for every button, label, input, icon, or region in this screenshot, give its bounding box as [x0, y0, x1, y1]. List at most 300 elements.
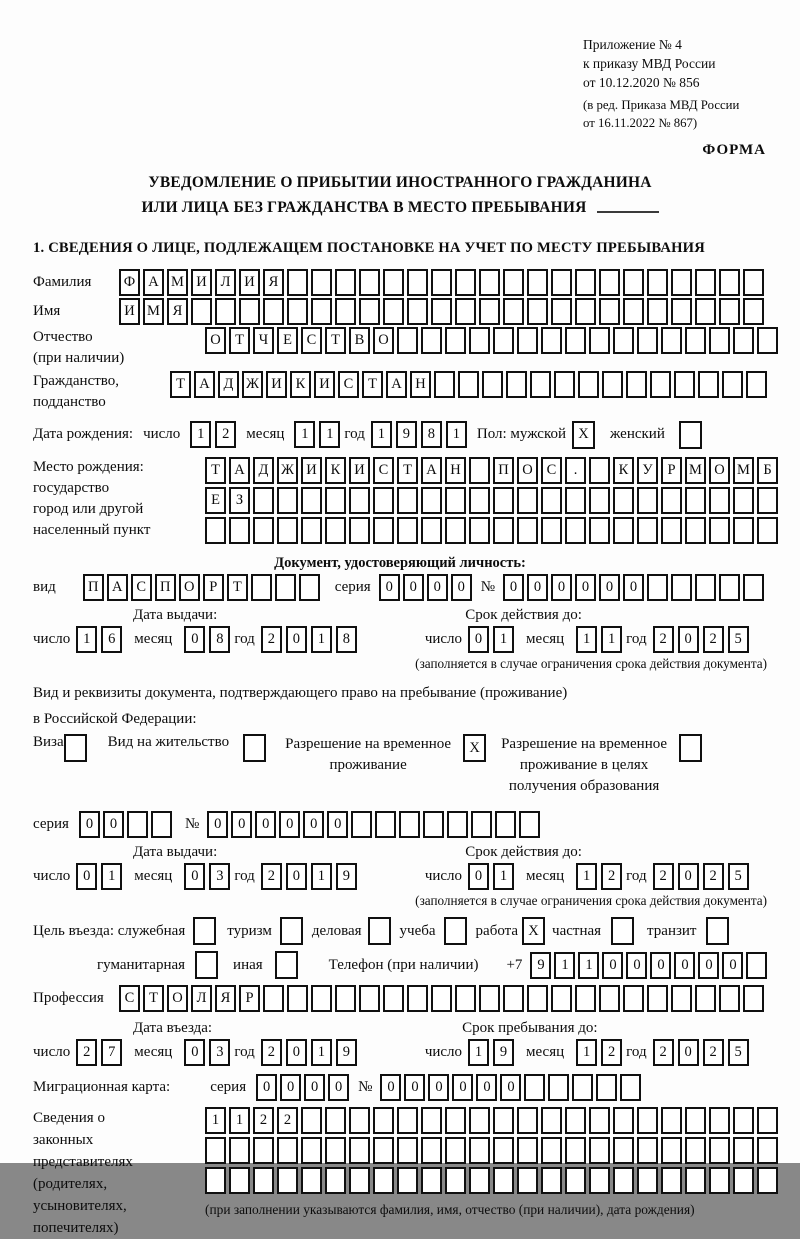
char-cell[interactable]	[602, 371, 623, 398]
char-cell[interactable]	[719, 298, 740, 325]
char-cell[interactable]	[277, 517, 298, 544]
char-cell[interactable]	[469, 1137, 490, 1164]
char-cell[interactable]	[565, 1167, 586, 1194]
char-cell[interactable]	[589, 457, 610, 484]
purpose-tourism-checkbox[interactable]	[280, 917, 306, 945]
edu-permit-checkbox[interactable]	[679, 734, 705, 762]
char-cell[interactable]	[719, 574, 740, 601]
char-cell[interactable]: 0	[599, 574, 620, 601]
char-cell[interactable]	[565, 1137, 586, 1164]
purpose-other-checkbox[interactable]	[275, 951, 301, 979]
char-cell[interactable]	[679, 421, 702, 449]
char-cell[interactable]	[599, 298, 620, 325]
char-cell[interactable]: 7	[101, 1039, 122, 1066]
char-cell[interactable]	[469, 327, 490, 354]
char-cell[interactable]	[444, 917, 467, 945]
char-cell[interactable]	[349, 1167, 370, 1194]
char-cell[interactable]	[757, 517, 778, 544]
char-cell[interactable]: X	[522, 917, 545, 945]
char-cell[interactable]: 1	[576, 1039, 597, 1066]
char-cell[interactable]	[383, 298, 404, 325]
visa-checkbox[interactable]	[64, 734, 90, 762]
char-cell[interactable]: 0	[184, 626, 205, 653]
char-cell[interactable]	[253, 1167, 274, 1194]
char-cell[interactable]	[325, 487, 346, 514]
char-cell[interactable]	[445, 517, 466, 544]
char-cell[interactable]	[743, 574, 764, 601]
residence-valid-month-cells[interactable]	[576, 863, 626, 890]
char-cell[interactable]	[277, 1137, 298, 1164]
char-cell[interactable]	[695, 985, 716, 1012]
char-cell[interactable]: 2	[703, 1039, 724, 1066]
char-cell[interactable]: Т	[143, 985, 164, 1012]
char-cell[interactable]: .	[565, 457, 586, 484]
char-cell[interactable]: 1	[319, 421, 340, 448]
issue-month-cells[interactable]	[184, 626, 234, 653]
char-cell[interactable]: 9	[530, 952, 551, 979]
char-cell[interactable]: 0	[328, 1074, 349, 1101]
char-cell[interactable]	[311, 298, 332, 325]
char-cell[interactable]	[193, 917, 216, 945]
char-cell[interactable]	[397, 517, 418, 544]
char-cell[interactable]: 1	[205, 1107, 226, 1134]
char-cell[interactable]: 0	[626, 952, 647, 979]
char-cell[interactable]	[359, 269, 380, 296]
char-cell[interactable]: Л	[191, 985, 212, 1012]
char-cell[interactable]	[685, 517, 706, 544]
char-cell[interactable]: К	[613, 457, 634, 484]
char-cell[interactable]	[373, 517, 394, 544]
char-cell[interactable]: Т	[205, 457, 226, 484]
char-cell[interactable]: 1	[493, 863, 514, 890]
issue-year-cells[interactable]	[261, 626, 361, 653]
char-cell[interactable]	[599, 269, 620, 296]
char-cell[interactable]	[650, 371, 671, 398]
char-cell[interactable]: А	[194, 371, 215, 398]
char-cell[interactable]: 9	[493, 1039, 514, 1066]
char-cell[interactable]	[277, 1167, 298, 1194]
birth-day-cells[interactable]	[190, 421, 240, 448]
char-cell[interactable]	[565, 327, 586, 354]
char-cell[interactable]: П	[155, 574, 176, 601]
char-cell[interactable]	[503, 985, 524, 1012]
char-cell[interactable]: 1	[190, 421, 211, 448]
char-cell[interactable]: 0	[650, 952, 671, 979]
char-cell[interactable]	[493, 487, 514, 514]
char-cell[interactable]: 0	[79, 811, 100, 838]
char-cell[interactable]: Д	[218, 371, 239, 398]
char-cell[interactable]: О	[167, 985, 188, 1012]
char-cell[interactable]	[205, 517, 226, 544]
residence-series-cells[interactable]	[79, 811, 175, 838]
char-cell[interactable]: 0	[286, 1039, 307, 1066]
residence-issue-day-cells[interactable]	[76, 863, 126, 890]
char-cell[interactable]	[623, 985, 644, 1012]
char-cell[interactable]	[746, 371, 767, 398]
purpose-official-checkbox[interactable]	[193, 917, 219, 945]
char-cell[interactable]: 1	[493, 626, 514, 653]
char-cell[interactable]	[527, 298, 548, 325]
char-cell[interactable]: Д	[253, 457, 274, 484]
char-cell[interactable]: К	[325, 457, 346, 484]
char-cell[interactable]: 0	[279, 811, 300, 838]
char-cell[interactable]	[613, 1107, 634, 1134]
char-cell[interactable]: И	[119, 298, 140, 325]
char-cell[interactable]	[637, 1107, 658, 1134]
char-cell[interactable]: 0	[103, 811, 124, 838]
char-cell[interactable]	[397, 327, 418, 354]
stay-month-cells[interactable]	[576, 1039, 626, 1066]
migration-number-cells[interactable]	[380, 1074, 644, 1101]
char-cell[interactable]	[479, 298, 500, 325]
char-cell[interactable]: 1	[468, 1039, 489, 1066]
char-cell[interactable]	[431, 985, 452, 1012]
char-cell[interactable]: И	[349, 457, 370, 484]
surname-cells[interactable]	[119, 269, 767, 296]
char-cell[interactable]	[706, 917, 729, 945]
char-cell[interactable]	[325, 517, 346, 544]
char-cell[interactable]	[733, 1137, 754, 1164]
char-cell[interactable]	[626, 371, 647, 398]
char-cell[interactable]: О	[205, 327, 226, 354]
char-cell[interactable]	[578, 371, 599, 398]
char-cell[interactable]	[527, 985, 548, 1012]
char-cell[interactable]	[469, 517, 490, 544]
char-cell[interactable]	[335, 985, 356, 1012]
char-cell[interactable]	[548, 1074, 569, 1101]
char-cell[interactable]	[661, 1137, 682, 1164]
char-cell[interactable]: 8	[336, 626, 357, 653]
char-cell[interactable]	[613, 1137, 634, 1164]
char-cell[interactable]	[589, 487, 610, 514]
char-cell[interactable]: 0	[503, 574, 524, 601]
char-cell[interactable]	[685, 487, 706, 514]
char-cell[interactable]: Т	[397, 457, 418, 484]
char-cell[interactable]: 2	[76, 1039, 97, 1066]
char-cell[interactable]	[589, 327, 610, 354]
char-cell[interactable]	[647, 298, 668, 325]
char-cell[interactable]	[229, 517, 250, 544]
char-cell[interactable]: Ч	[253, 327, 274, 354]
char-cell[interactable]	[397, 1167, 418, 1194]
purpose-private-checkbox[interactable]	[611, 917, 637, 945]
char-cell[interactable]	[743, 298, 764, 325]
char-cell[interactable]: Ф	[119, 269, 140, 296]
char-cell[interactable]	[709, 487, 730, 514]
char-cell[interactable]: Ж	[242, 371, 263, 398]
char-cell[interactable]	[733, 517, 754, 544]
char-cell[interactable]	[530, 371, 551, 398]
char-cell[interactable]: 1	[576, 863, 597, 890]
entry-year-cells[interactable]	[261, 1039, 361, 1066]
char-cell[interactable]: 2	[261, 1039, 282, 1066]
char-cell[interactable]	[215, 298, 236, 325]
char-cell[interactable]	[375, 811, 396, 838]
char-cell[interactable]: 0	[427, 574, 448, 601]
char-cell[interactable]	[455, 298, 476, 325]
profession-cells[interactable]	[119, 985, 767, 1012]
char-cell[interactable]	[479, 269, 500, 296]
char-cell[interactable]	[205, 1137, 226, 1164]
migration-series-cells[interactable]	[256, 1074, 352, 1101]
char-cell[interactable]	[243, 734, 266, 762]
char-cell[interactable]: 1	[76, 626, 97, 653]
char-cell[interactable]	[455, 269, 476, 296]
char-cell[interactable]	[311, 269, 332, 296]
char-cell[interactable]: 0	[303, 811, 324, 838]
char-cell[interactable]	[434, 371, 455, 398]
char-cell[interactable]: 1	[446, 421, 467, 448]
char-cell[interactable]	[719, 985, 740, 1012]
char-cell[interactable]	[575, 298, 596, 325]
char-cell[interactable]	[335, 269, 356, 296]
char-cell[interactable]	[407, 298, 428, 325]
char-cell[interactable]	[709, 327, 730, 354]
char-cell[interactable]	[493, 1137, 514, 1164]
purpose-humanitarian-checkbox[interactable]	[195, 951, 221, 979]
char-cell[interactable]	[517, 1107, 538, 1134]
char-cell[interactable]	[431, 269, 452, 296]
char-cell[interactable]	[397, 1107, 418, 1134]
char-cell[interactable]: О	[373, 327, 394, 354]
char-cell[interactable]: 0	[678, 626, 699, 653]
char-cell[interactable]	[506, 371, 527, 398]
char-cell[interactable]	[407, 985, 428, 1012]
char-cell[interactable]: К	[290, 371, 311, 398]
char-cell[interactable]	[349, 487, 370, 514]
char-cell[interactable]	[445, 1107, 466, 1134]
char-cell[interactable]	[253, 1137, 274, 1164]
char-cell[interactable]	[671, 269, 692, 296]
char-cell[interactable]	[373, 487, 394, 514]
char-cell[interactable]	[551, 269, 572, 296]
char-cell[interactable]: 1	[371, 421, 392, 448]
char-cell[interactable]: 1	[311, 1039, 332, 1066]
char-cell[interactable]	[239, 298, 260, 325]
char-cell[interactable]	[275, 574, 296, 601]
char-cell[interactable]: 2	[253, 1107, 274, 1134]
char-cell[interactable]: 0	[451, 574, 472, 601]
char-cell[interactable]: 6	[101, 626, 122, 653]
char-cell[interactable]: А	[421, 457, 442, 484]
char-cell[interactable]	[373, 1137, 394, 1164]
residence-issue-month-cells[interactable]	[184, 863, 234, 890]
char-cell[interactable]: 2	[261, 863, 282, 890]
char-cell[interactable]	[277, 487, 298, 514]
char-cell[interactable]	[685, 1167, 706, 1194]
char-cell[interactable]	[431, 298, 452, 325]
char-cell[interactable]	[709, 517, 730, 544]
purpose-transit-checkbox[interactable]	[706, 917, 732, 945]
char-cell[interactable]: М	[733, 457, 754, 484]
stay-year-cells[interactable]	[653, 1039, 753, 1066]
char-cell[interactable]: 0	[255, 811, 276, 838]
birth-year-cells[interactable]	[371, 421, 471, 448]
char-cell[interactable]	[471, 811, 492, 838]
char-cell[interactable]	[613, 487, 634, 514]
char-cell[interactable]	[397, 1137, 418, 1164]
char-cell[interactable]: 9	[396, 421, 417, 448]
char-cell[interactable]	[421, 1167, 442, 1194]
char-cell[interactable]: Б	[757, 457, 778, 484]
char-cell[interactable]: П	[493, 457, 514, 484]
char-cell[interactable]: Е	[277, 327, 298, 354]
char-cell[interactable]	[757, 1137, 778, 1164]
char-cell[interactable]	[661, 1167, 682, 1194]
char-cell[interactable]	[469, 1167, 490, 1194]
char-cell[interactable]	[469, 1107, 490, 1134]
char-cell[interactable]: М	[167, 269, 188, 296]
residence-valid-year-cells[interactable]	[653, 863, 753, 890]
char-cell[interactable]	[493, 517, 514, 544]
char-cell[interactable]	[195, 951, 218, 979]
char-cell[interactable]	[349, 517, 370, 544]
char-cell[interactable]: 9	[336, 863, 357, 890]
char-cell[interactable]: 0	[403, 574, 424, 601]
legal-reps-row1[interactable]	[205, 1107, 781, 1134]
residence-permit-checkbox[interactable]	[243, 734, 269, 762]
char-cell[interactable]: О	[517, 457, 538, 484]
char-cell[interactable]: 0	[304, 1074, 325, 1101]
char-cell[interactable]: 9	[336, 1039, 357, 1066]
char-cell[interactable]	[572, 1074, 593, 1101]
birth-place-row2[interactable]	[205, 487, 781, 514]
char-cell[interactable]: 5	[728, 626, 749, 653]
char-cell[interactable]	[421, 327, 442, 354]
char-cell[interactable]	[685, 1107, 706, 1134]
char-cell[interactable]: 0	[678, 1039, 699, 1066]
char-cell[interactable]	[301, 1167, 322, 1194]
char-cell[interactable]	[596, 1074, 617, 1101]
char-cell[interactable]	[253, 487, 274, 514]
sex-female-checkbox[interactable]	[679, 421, 705, 449]
char-cell[interactable]	[517, 327, 538, 354]
char-cell[interactable]	[757, 327, 778, 354]
char-cell[interactable]	[613, 1167, 634, 1194]
char-cell[interactable]	[671, 985, 692, 1012]
char-cell[interactable]: 0	[379, 574, 400, 601]
residence-valid-day-cells[interactable]	[468, 863, 518, 890]
char-cell[interactable]: С	[541, 457, 562, 484]
char-cell[interactable]: С	[373, 457, 394, 484]
char-cell[interactable]	[575, 985, 596, 1012]
char-cell[interactable]	[447, 811, 468, 838]
char-cell[interactable]: 0	[452, 1074, 473, 1101]
char-cell[interactable]: С	[301, 327, 322, 354]
char-cell[interactable]	[351, 811, 372, 838]
char-cell[interactable]: 0	[500, 1074, 521, 1101]
char-cell[interactable]	[733, 487, 754, 514]
char-cell[interactable]: 0	[575, 574, 596, 601]
char-cell[interactable]	[613, 517, 634, 544]
valid-year-cells[interactable]	[653, 626, 753, 653]
char-cell[interactable]	[757, 1167, 778, 1194]
sex-male-checkbox[interactable]	[572, 421, 598, 449]
char-cell[interactable]	[661, 327, 682, 354]
char-cell[interactable]: С	[338, 371, 359, 398]
temp-permit-checkbox[interactable]	[463, 734, 489, 762]
char-cell[interactable]	[589, 1137, 610, 1164]
char-cell[interactable]: 0	[76, 863, 97, 890]
char-cell[interactable]	[647, 574, 668, 601]
char-cell[interactable]: 0	[286, 626, 307, 653]
char-cell[interactable]	[733, 1107, 754, 1134]
char-cell[interactable]: Я	[263, 269, 284, 296]
char-cell[interactable]: С	[131, 574, 152, 601]
char-cell[interactable]: 1	[311, 626, 332, 653]
char-cell[interactable]: Т	[170, 371, 191, 398]
char-cell[interactable]	[746, 952, 767, 979]
char-cell[interactable]: 0	[428, 1074, 449, 1101]
char-cell[interactable]	[637, 487, 658, 514]
char-cell[interactable]: 0	[602, 952, 623, 979]
char-cell[interactable]	[613, 327, 634, 354]
char-cell[interactable]	[64, 734, 87, 762]
char-cell[interactable]	[229, 1137, 250, 1164]
char-cell[interactable]	[383, 985, 404, 1012]
doc-number-cells[interactable]	[503, 574, 767, 601]
char-cell[interactable]	[325, 1107, 346, 1134]
char-cell[interactable]	[368, 917, 391, 945]
char-cell[interactable]	[671, 574, 692, 601]
char-cell[interactable]: А	[386, 371, 407, 398]
char-cell[interactable]: И	[301, 457, 322, 484]
char-cell[interactable]: 0	[286, 863, 307, 890]
char-cell[interactable]	[299, 574, 320, 601]
char-cell[interactable]	[301, 487, 322, 514]
char-cell[interactable]	[674, 371, 695, 398]
char-cell[interactable]	[469, 487, 490, 514]
char-cell[interactable]	[423, 811, 444, 838]
char-cell[interactable]: 0	[468, 626, 489, 653]
char-cell[interactable]: 2	[601, 863, 622, 890]
char-cell[interactable]	[685, 1137, 706, 1164]
residence-issue-year-cells[interactable]	[261, 863, 361, 890]
char-cell[interactable]	[421, 1137, 442, 1164]
char-cell[interactable]	[517, 1167, 538, 1194]
char-cell[interactable]	[407, 269, 428, 296]
char-cell[interactable]	[445, 1167, 466, 1194]
char-cell[interactable]	[757, 487, 778, 514]
char-cell[interactable]	[287, 298, 308, 325]
purpose-work-checkbox[interactable]	[522, 917, 548, 945]
char-cell[interactable]	[517, 517, 538, 544]
char-cell[interactable]: Л	[215, 269, 236, 296]
char-cell[interactable]: И	[239, 269, 260, 296]
char-cell[interactable]: 1	[229, 1107, 250, 1134]
char-cell[interactable]	[373, 1167, 394, 1194]
char-cell[interactable]	[575, 269, 596, 296]
char-cell[interactable]	[455, 985, 476, 1012]
char-cell[interactable]	[623, 298, 644, 325]
char-cell[interactable]: Т	[227, 574, 248, 601]
char-cell[interactable]	[503, 269, 524, 296]
char-cell[interactable]: X	[463, 734, 486, 762]
char-cell[interactable]	[311, 985, 332, 1012]
char-cell[interactable]	[637, 1167, 658, 1194]
char-cell[interactable]	[229, 1167, 250, 1194]
char-cell[interactable]	[709, 1107, 730, 1134]
char-cell[interactable]	[743, 269, 764, 296]
char-cell[interactable]	[495, 811, 516, 838]
char-cell[interactable]	[698, 371, 719, 398]
char-cell[interactable]	[647, 269, 668, 296]
char-cell[interactable]	[359, 985, 380, 1012]
name-cells[interactable]	[119, 298, 767, 325]
char-cell[interactable]	[151, 811, 172, 838]
char-cell[interactable]	[421, 517, 442, 544]
char-cell[interactable]	[524, 1074, 545, 1101]
